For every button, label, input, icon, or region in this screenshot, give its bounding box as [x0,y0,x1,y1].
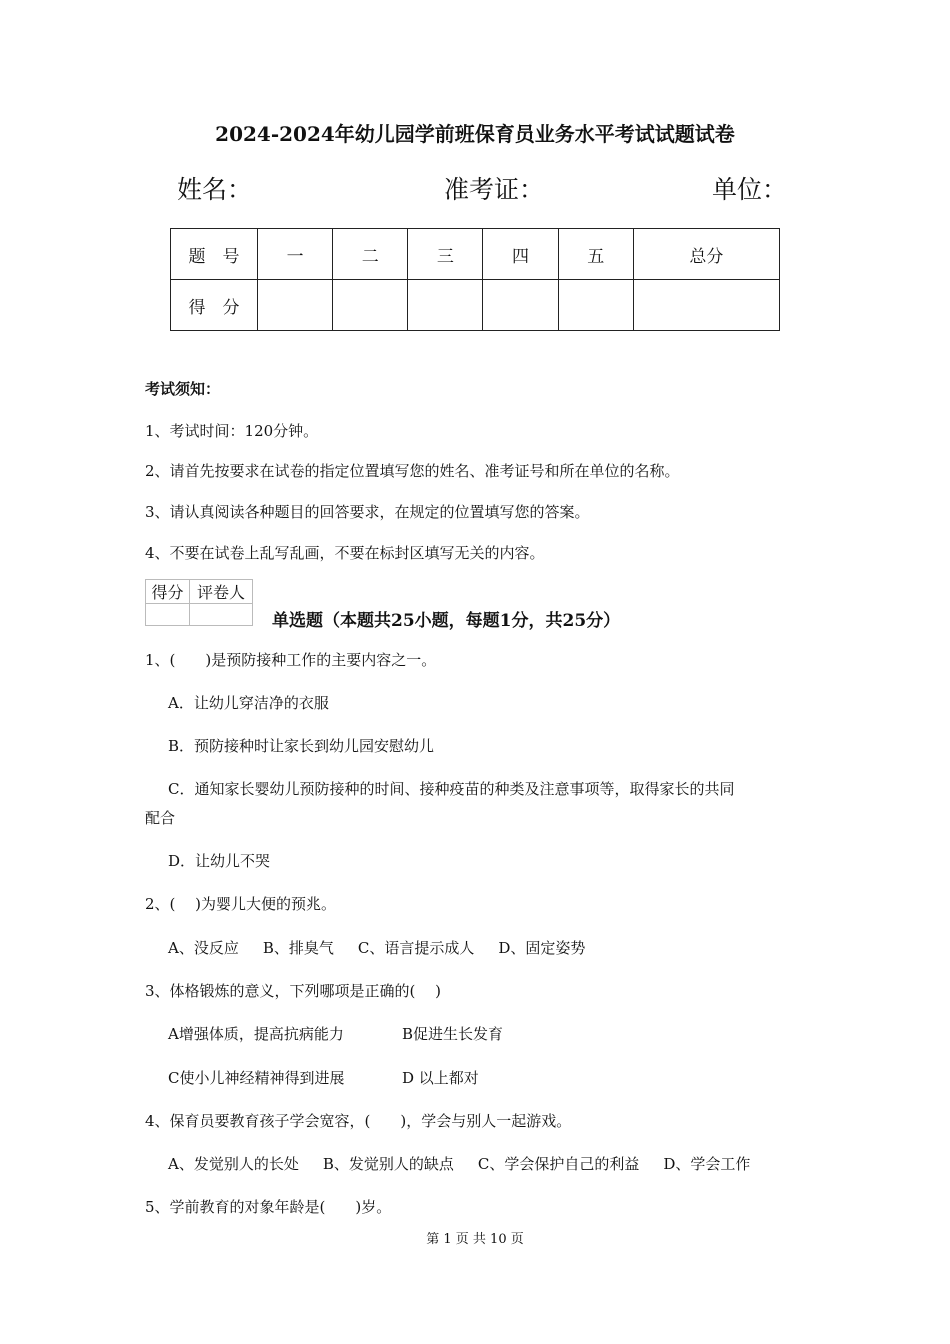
notice-item: 4、不要在试卷上乱写乱画，不要在标封区填写无关的内容。 [145,544,545,562]
score-cell[interactable] [483,280,558,331]
score-table-score-row [171,280,780,331]
page-footer: 第 1 页 共 10 页 [426,1232,524,1247]
score-header-cell: 二 [333,229,408,280]
question-3-stem: 3、体格锻炼的意义，下列哪项是正确的( ) [145,982,442,1000]
question-1-option-c: C．通知家长婴幼儿预防接种的时间、接种疫苗的种类及注意事项等，取得家长的共同 [168,780,735,798]
notice-item: 1、考试时间：120分钟。 [145,422,319,440]
score-header-cell: 五 [558,229,633,280]
notice-heading: 考试须知： [145,380,221,398]
score-header-cell: 三 [408,229,483,280]
section-title: 单选题（本题共25小题，每题1分，共25分） [272,611,621,631]
question-1-option-a: A．让幼儿穿洁净的衣服 [168,694,329,712]
score-table-header-row [171,229,780,280]
question-2-options [168,937,585,958]
question-1-stem: 1、( )是预防接种工作的主要内容之一。 [145,651,437,669]
score-header-cell: 四 [483,229,558,280]
score-header-cell: 题 号 [171,229,258,280]
score-header-cell: 总分 [633,229,779,280]
notice-item: 3、请认真阅读各种题目的回答要求，在规定的位置填写您的答案。 [145,503,590,521]
question-4-option-a: A、发觉别人的长处 [168,1155,299,1173]
question-5-stem: 5、学前教育的对象年龄是( )岁。 [145,1198,392,1216]
unit-label: 单位： [712,175,788,204]
question-2-option-b: B、排臭气 [262,939,334,957]
question-3-option-a: A增强体质，提高抗病能力 [168,1025,344,1043]
question-3-option-d: D 以上都对 [402,1069,479,1087]
question-1-option-d: D．让幼儿不哭 [168,852,271,870]
grader-name-cell[interactable] [189,604,252,626]
question-1-option-c-continued: 配合 [145,809,176,827]
question-3-options-cd [168,1067,479,1088]
grader-name-label: 评卷人 [189,580,252,604]
grader-table [145,579,253,626]
question-2-option-c: C、语言提示成人 [357,939,475,957]
notice-item: 2、请首先按要求在试卷的指定位置填写您的姓名、准考证号和所在单位的名称。 [145,462,680,480]
question-4-stem: 4、保育员要教育孩子学会宽容，( )，学会与别人一起游戏。 [145,1112,572,1130]
question-3-options-ab [168,1023,503,1044]
question-2-stem: 2、( )为婴儿大便的预兆。 [145,895,337,913]
score-row-label: 得 分 [171,280,258,331]
grader-score-cell[interactable] [146,604,190,626]
score-cell[interactable] [558,280,633,331]
question-2-option-a: A、没反应 [168,939,239,957]
score-cell[interactable] [333,280,408,331]
question-1-option-b: B．预防接种时让家长到幼儿园安慰幼儿 [168,737,435,755]
question-3-option-b: B促进生长发育 [402,1025,504,1043]
score-cell[interactable] [258,280,333,331]
question-4-options [168,1153,750,1174]
score-cell[interactable] [408,280,483,331]
page-title: 2024-2024年幼儿园学前班保育员业务水平考试试题试卷 [215,122,735,146]
score-cell[interactable] [633,280,779,331]
grader-score-label: 得分 [146,580,190,604]
exam-number-label: 准考证： [444,175,545,204]
score-header-cell: 一 [258,229,333,280]
question-3-option-c: C使小儿神经精神得到进展 [168,1069,345,1087]
question-4-option-c: C、学会保护自己的利益 [477,1155,640,1173]
name-label: 姓名： [177,175,253,204]
score-table [170,228,780,331]
question-4-option-d: D、学会工作 [663,1155,751,1173]
question-4-option-b: B、发觉别人的缺点 [322,1155,454,1173]
question-2-option-d: D、固定姿势 [498,939,586,957]
